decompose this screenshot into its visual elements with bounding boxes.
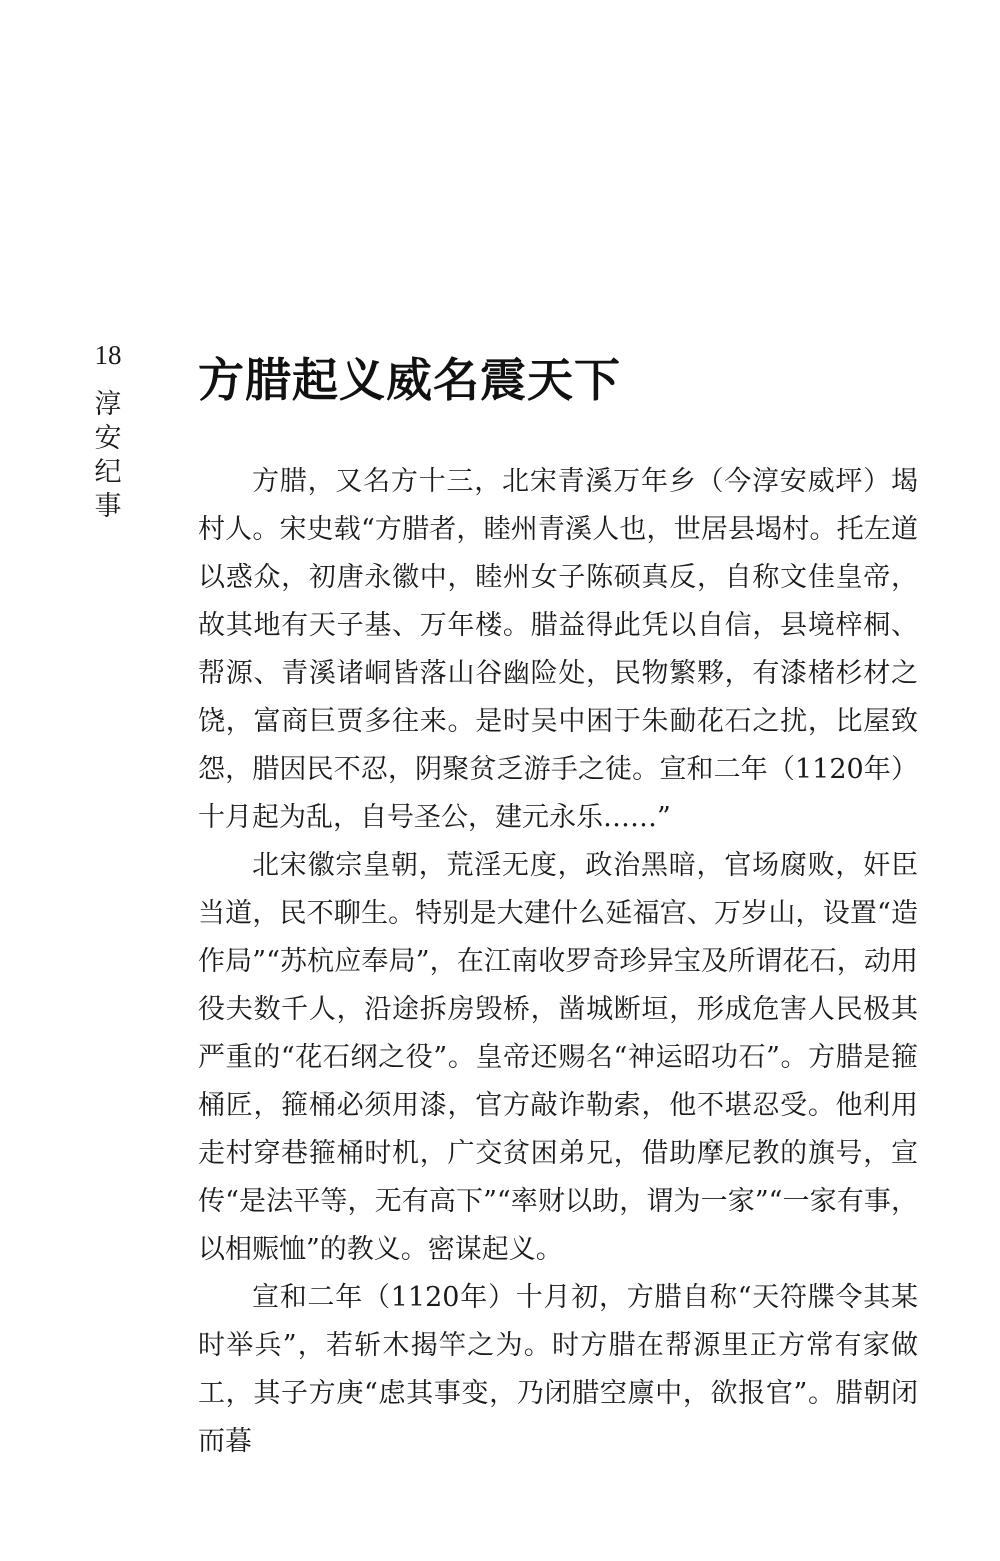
page-number: 18 <box>94 340 122 370</box>
paragraph-1: 方腊，又名方十三，北宋青溪万年乡（今淳安威坪）堨村人。宋史载“方腊者，睦州青溪人也，世居县堨村。托左道以惑众，初唐永徽中，睦州女子陈硕真反，自称文佳皇帝，故其地有天子基、万年楼。腊益得此凭以自信，县境梓桐、帮源、青溪诸峒皆落山谷幽险处，民物繁夥，有漆楮杉材之饶，富商巨贾多往来。是时吴中困于朱勔花石之扰，比屋致怨，腊因民不忍，阴聚贫乏游手之徒。宣和二年（1120年）十月起为乱，自号圣公，建元永乐……” <box>198 466 918 833</box>
page-margin <box>88 340 128 524</box>
running-head: 淳安纪事 <box>94 389 122 522</box>
paragraph-3: 宣和二年（1120年）十月初，方腊自称“天符牒令其某时举兵”，若斩木揭竿之为。时方腊在帮源里正方常有家做工，其子方庚“虑其事变，乃闭腊空廪中，欲报官”。腊朝闭而暮 <box>198 1282 918 1457</box>
paragraph-2: 北宋徽宗皇朝，荒淫无度，政治黑暗，官场腐败，奸臣当道，民不聊生。特别是大建什么延福宫、万岁山，设置“造作局”“苏杭应奉局”，在江南收罗奇珍异宝及所谓花石，动用役夫数千人，沿途拆房毁桥，凿城断垣，形成危害人民极其严重的“花石纲之役”。皇帝还赐名“神运昭功石”。方腊是箍桶匠，箍桶必须用漆，官方敲诈勒索，他不堪忍受。他利用走村穿巷箍桶时机，广交贫困弟兄，借助摩尼教的旗号，宣传“是法平等，无有高下”“率财以助，谓为一家”“一家有事，以相赈恤”的教义。密谋起义。 <box>198 850 918 1265</box>
chapter-title: 方腊起义威名震天下 <box>198 353 621 407</box>
body-text <box>198 458 918 1466</box>
